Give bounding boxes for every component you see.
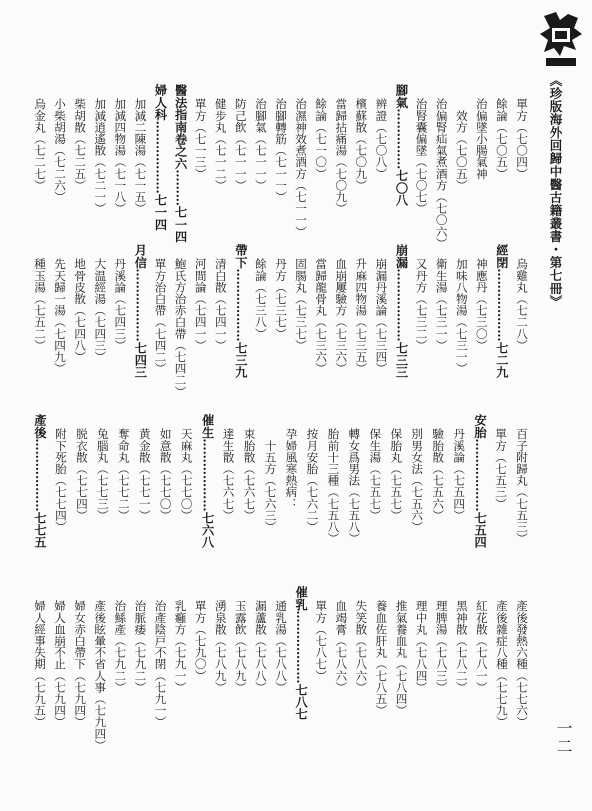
toc-entry: 治鯀產（七九二）: [113, 600, 128, 693]
toc-entry: 當歸龍骨丸（七三六）: [314, 258, 329, 374]
toc-entry: 治脈痿（七九二）: [133, 600, 148, 693]
toc-entry: 湧泉散（七八九）: [213, 600, 228, 693]
toc-entry: 神應丹（七三〇）: [474, 258, 489, 351]
toc-entry: 理中丸（七八四）: [414, 600, 429, 693]
toc-entry: 鮑氏方治赤白帶（七四二）: [173, 258, 188, 398]
toc-entry: 固腸丸（七三七）: [294, 258, 309, 351]
toc-entry: 奪命丸（七七二）: [116, 428, 131, 521]
toc-section-heading: 崩漏………………七三三: [394, 244, 409, 379]
toc-entry: 餘論（七三八）: [253, 258, 268, 340]
toc-section-heading: 醫法指南卷之六………七一四: [173, 84, 188, 243]
toc-entry: 推氣養血丸（七八四）: [394, 600, 409, 716]
toc-entry: 地骨皮散（七四八）: [73, 258, 88, 363]
toc-entry: 產後雜症八種（七七九）: [494, 600, 509, 728]
page-number: 一二: [554, 720, 573, 756]
toc-entry: 大温經湯（七四三）: [93, 258, 108, 363]
toc-entry: 單方（七〇四）: [515, 98, 529, 180]
toc-entry: 婦女赤白帶下（七九四）: [73, 600, 88, 728]
toc-entry: 升麻四物湯（七三五）: [354, 258, 369, 374]
toc-entry: 產後眩暈不省人事（七九四）: [93, 600, 108, 751]
toc-entry: 餘論（七一〇）: [314, 98, 329, 180]
toc-entry: 單方（七八七）: [314, 600, 329, 682]
toc-entry: 百子附歸丸（七五三）: [515, 428, 529, 544]
toc-entry: 玉露飲（七八九）: [233, 600, 248, 693]
toc-entry: 衛生湯（七三一）: [434, 258, 449, 351]
toc-entry: 小柴胡湯（七二六）: [53, 98, 68, 203]
toc-entry: 加減四物湯（七一八）: [113, 98, 128, 214]
toc-entry: 血崩屢驗方（七三六）: [334, 258, 349, 374]
toc-entry: 養血佐肝丸（七八五）: [374, 600, 389, 716]
toc-section-heading: 帶下………………七三九: [233, 244, 248, 379]
toc-entry: 血竭膏（七八六）: [334, 600, 349, 693]
toc-entry: 黄金散（七七一）: [137, 428, 152, 521]
toc-entry: 附下死胎（七七四）: [53, 428, 68, 533]
toc-entry: 理脾湯（七八三）: [434, 600, 449, 693]
toc-entry: 天麻丸（七七〇）: [179, 428, 194, 521]
toc-entry: 效方（七〇五）: [454, 98, 469, 191]
toc-entry: 檳蘇散（七〇九）: [354, 98, 369, 191]
toc-entry: 烏雞丸（七二八）: [515, 258, 529, 351]
toc-entry: 治偏墜小腸氣神: [474, 98, 489, 180]
toc-entry: 治產陰戸不閉（七九一）: [153, 600, 168, 728]
toc-entry: 當歸拈痛湯（七〇九）: [334, 98, 349, 214]
toc-section-heading: 婦人科………………七一四: [153, 84, 168, 231]
toc-entry: 黑神散（七八二）: [454, 600, 469, 693]
toc-entry: 保生湯（七五七）: [368, 428, 383, 521]
toc-entry: 崩漏丹溪論（七三四）: [374, 258, 389, 374]
toc-entry: 失笑散（七八六）: [354, 600, 369, 693]
toc-entry: 防己飲（七一一）: [233, 98, 248, 191]
toc-entry: 加減二陳湯（七一五）: [133, 98, 148, 214]
toc-section-heading: 安胎………………七五四: [473, 414, 488, 549]
toc-entry: 保胎丸（七五七）: [389, 428, 404, 521]
series-title: 《珍版海外回歸中醫古籍叢書・第七冊》: [548, 74, 563, 308]
toc-entry: 別男女法（七五六）: [410, 428, 425, 533]
toc-entry: 單方治白帶（七四二）: [153, 258, 168, 374]
toc-entry: 產後發熱六種（七七六）: [515, 600, 529, 728]
toc-entry: 通乳湯（七八八）: [274, 600, 288, 693]
toc-entry: 丹溪論（七四三）: [113, 258, 128, 351]
toc-entry: 丹方（七三七）: [274, 258, 288, 340]
toc-entry: 丹溪論（七五四）: [452, 428, 467, 521]
publisher-logo-icon: [538, 10, 584, 70]
toc-entry: 十五方（七六三）: [263, 428, 278, 533]
toc-entry: 治偏腎疝氣煮酒方（七〇六）: [434, 98, 449, 249]
toc-entry: 種玉湯（七五二）: [33, 258, 47, 351]
toc-entry: 婦人經事失期（七九五）: [33, 600, 47, 728]
toc-entry: 脱衣散（七七四）: [74, 428, 89, 521]
toc-section-heading: 催乳………………七八七: [294, 586, 309, 721]
toc-entry: 單方（七五三）: [494, 428, 509, 510]
toc-entry: 單方（七九〇）: [193, 600, 208, 682]
toc-entry: 烏金丸（七二七）: [33, 98, 47, 191]
toc-entry: 治腎囊偏墜（七〇七）: [414, 98, 429, 214]
toc-entry: 孕婦風寒熱病：: [284, 428, 299, 510]
toc-entry: 加味八物湯（七三一）: [454, 258, 469, 374]
toc-entry: 按月安胎（七六二）: [305, 428, 320, 533]
toc-entry: 轉女爲男法（七五八）: [347, 428, 362, 544]
toc-section-heading: 月信………………七四三: [133, 244, 148, 379]
toc-entry: 漏蘆散（七八八）: [253, 600, 268, 693]
toc-entry: 餘論（七〇五）: [494, 98, 509, 180]
toc-entry: 治濕神效煮酒方（七一一）: [294, 98, 309, 238]
toc-entry: 兔腦丸（七七三）: [95, 428, 110, 521]
toc-entry: 治腳氣（七一一）: [253, 98, 268, 191]
toc-entry: 河間論（七四一）: [193, 258, 208, 351]
toc-entry: 胎前十三種（七五八）: [326, 428, 341, 544]
toc-section-heading: 產後………………七七五: [33, 414, 47, 549]
toc-entry: 如意散（七七〇）: [158, 428, 173, 521]
toc-entry: 束胎散（七六七）: [242, 428, 257, 521]
toc-section-heading: 腳氣……………七〇八: [394, 84, 409, 206]
toc-entry: 婦人血崩不止（七九四）: [53, 600, 68, 728]
toc-section-heading: 經閉………………七二九: [494, 244, 509, 379]
toc-entry: 柴胡散（七二五）: [73, 98, 88, 191]
toc-entry: 達生散（七六七）: [221, 428, 236, 521]
toc-entry: 單方（七一三）: [193, 98, 208, 180]
toc-entry: 先天歸一湯（七四九）: [53, 258, 68, 374]
toc-entry: 治腳轉筋（七一一）: [274, 98, 288, 203]
toc-entry: 紅花散（七八一）: [474, 600, 489, 693]
toc-entry: 清白散（七四一）: [213, 258, 228, 351]
toc-entry: 健步丸（七一二）: [213, 98, 228, 191]
toc-entry: 辨證（七〇八）: [374, 98, 389, 180]
toc-entry: 加減逍遙散（七二一）: [93, 98, 108, 214]
toc-entry: 驗胎散（七五六）: [431, 428, 446, 521]
toc-entry: 乳癰方（七九一）: [173, 600, 188, 693]
toc-entry: 又丹方（七三二）: [414, 258, 429, 351]
toc-section-heading: 催生………………七六八: [200, 414, 215, 549]
